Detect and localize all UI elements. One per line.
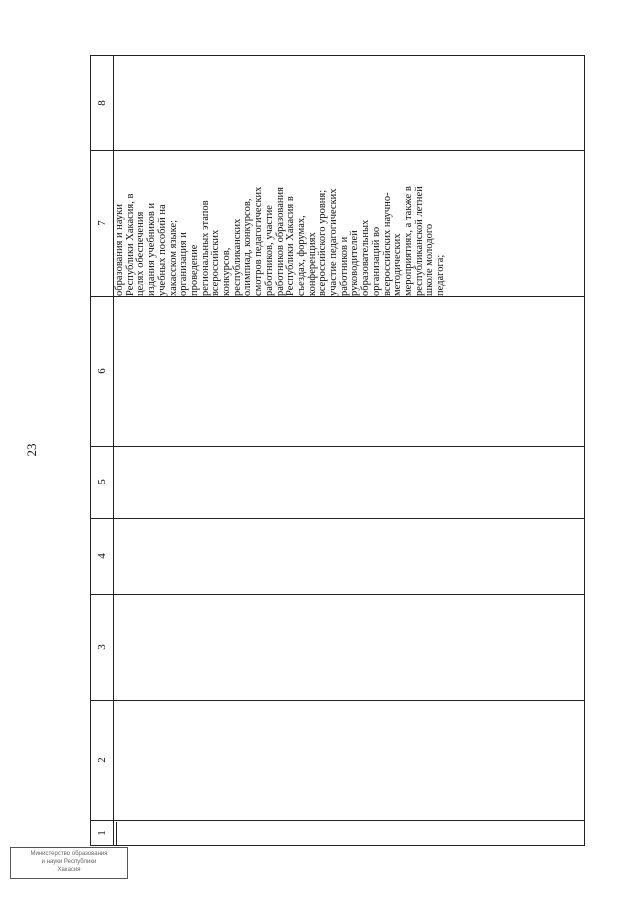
stamp-line: и науки Республики: [41, 859, 97, 865]
column-7-line: учебных пособий на: [156, 204, 168, 296]
column-7-line: республиканских: [231, 218, 243, 296]
column-number-7: 7: [96, 220, 108, 226]
column-7-line: издания учебников и: [146, 202, 158, 296]
column-7-line: Республики Хакасия в: [285, 196, 297, 296]
column-7-text: [115, 150, 545, 296]
column-7-line: всероссийского уровня;: [317, 189, 329, 296]
row-divider: [91, 594, 584, 595]
row-divider: [91, 820, 584, 821]
column-7-line: съездах, форумах,: [295, 215, 307, 296]
column-7-line: конкурсов,: [221, 247, 233, 296]
column-number-2: 2: [96, 757, 108, 763]
column-7-line: мероприятиях, а также в: [402, 186, 414, 296]
rotated-table: [90, 55, 585, 846]
column-number-5: 5: [96, 479, 108, 485]
stamp-line: Хакасия: [57, 867, 81, 873]
column-7-line: республиканской летней: [413, 186, 425, 296]
header-divider: [113, 56, 114, 845]
column-number-3: 3: [96, 644, 108, 650]
column-number-1: 1: [96, 830, 108, 836]
column-7-line: целях обеспечения: [135, 211, 147, 296]
row-divider: [91, 296, 584, 297]
cell-divider: [116, 822, 117, 846]
column-7-line: школе молодого: [424, 223, 436, 296]
column-7-line: региональных этапов: [199, 200, 211, 296]
column-7-line: олимпиад, конкурсов,: [242, 198, 254, 296]
column-7-line: работников и: [338, 236, 350, 296]
page-number: 23: [24, 443, 39, 457]
column-7-line: работников образования: [274, 187, 286, 296]
column-7-line: образования и науки: [114, 204, 125, 296]
document-stamp: [10, 847, 128, 879]
column-7-line: организаций во: [370, 226, 382, 296]
column-7-line: методических: [392, 233, 404, 296]
column-7-line: хакасском языке;: [167, 219, 179, 296]
column-7-line: смотров педагогических: [253, 186, 265, 296]
stamp-line: Министерство образования: [30, 851, 108, 857]
column-7-line: всероссийских: [210, 229, 222, 296]
column-number-8: 8: [96, 100, 108, 106]
column-7-line: образовательных: [360, 219, 372, 296]
column-7-line: конференциях: [306, 232, 318, 296]
column-7-line: организация и: [178, 232, 190, 296]
column-7-line: руководителей: [349, 230, 361, 296]
column-7-line: проведение: [188, 244, 200, 296]
column-number-6: 6: [96, 368, 108, 374]
column-7-line: работников, участие: [263, 205, 275, 296]
column-7-line: всероссийских научно-: [381, 192, 393, 296]
column-number-4: 4: [96, 553, 108, 559]
column-7-line: Республики Хакасия, в: [124, 193, 136, 296]
row-divider: [91, 446, 584, 447]
row-divider: [91, 700, 584, 701]
column-7-line: участие педагогических: [328, 188, 340, 296]
row-divider: [91, 518, 584, 519]
column-7-line: педагога;: [435, 254, 447, 296]
